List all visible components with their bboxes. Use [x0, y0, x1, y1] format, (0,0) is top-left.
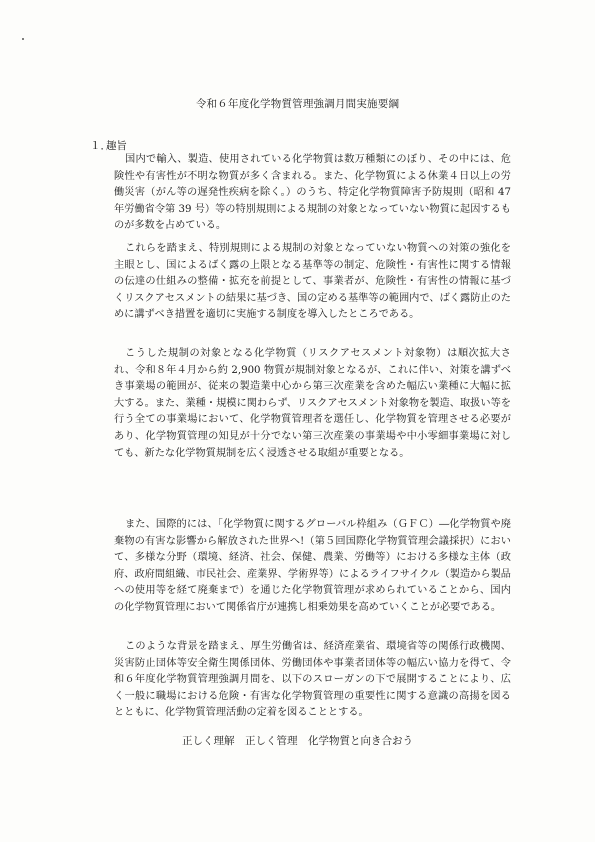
section-heading-text: 趣旨 — [106, 140, 127, 152]
document-title: 令和６年度化学物質管理強調月間実施要綱 — [195, 98, 400, 110]
section-number: １． — [90, 140, 111, 152]
paragraph-1: 国内で輸入、製造、使用されている化学物質は数万種類にのぼり、その中には、危険性や有害性が不明な物質が多く含まれる。また、化学物質による休業４日以上の労働災害（がん等の遅発性疾病を除く。）のうち、特定化学物質障害予防規則（昭和 47 年労働省令第 39 号）等の特別規則による規制の対象となっていない物質に起因するものが多数を占めている。 — [114, 154, 511, 232]
scan-speck — [22, 38, 24, 40]
paragraph-3: こうした規制の対象となる化学物質（リスクアセスメント対象物）は順次拡大され、令和８年４月から約 2,900 物質が規制対象となるが、これに伴い、対策を講ずべき事業場の範囲が、従来の製造業中心から第三次産業を含めた幅広い業種に大幅に拡大する。また、業種・規模に関わらず、リスクアセスメント対象物を製造、取扱い等を行う全ての事業場において、化学物質管理者を選任し、化学物質を管理させる必要があり、化学物質管理の知見が十分でない第三次産業の事業場や中小零細事業場に対しても、新たな化学物質規制を広く浸透させる取組が重要となる。 — [114, 348, 511, 459]
paragraph-4: また、国際的には、「化学物質に関するグローバル枠組み（ＧＦＣ）―化学物質や廃棄物の有害な影響から解放された世界へ!（第５回国際化学物質管理会議採択）において、多様な分野（環境、経済、社会、保健、農業、労働等）における多様な主体（政府、政府間組織、市民社会、産業界、学術界等）によるライフサイクル（製造から製品への使用等を経て廃棄まで）を通じた化学物質管理が求められていることから、国内の化学物質管理において関係省庁が連携し相乗効果を高めていくことが必要である。 — [114, 519, 511, 613]
slogan: 正しく理解 正しく管理 化学物質と向き合おう — [182, 735, 413, 747]
paragraph-2: これらを踏まえ、特別規則による規制の対象となっていない物質への対策の強化を主眼とし、国によるばく露の上限となる基準等の制定、危険性・有害性に関する情報の伝達の仕組みの整備・拡充を前提として、事業者が、危険性・有害性の情報に基づくリスクアセスメントの結果に基づき、国の定める基準等の範囲内で、ばく露防止のために講ずべき措置を適切に実施する制度を導入したところである。 — [114, 243, 511, 321]
section-heading — [90, 138, 127, 153]
paragraph-5: このような背景を踏まえ、厚生労働省は、経済産業省、環境省等の関係行政機関、災害防止団体等安全衛生関係団体、労働団体や事業者団体等の幅広い協力を得て、令和６年度化学物質管理強調月間を、以下のスローガンの下で展開することにより、広く一般に職場における危険・有害な化学物質管理の重要性に関する意識の高揚を図るとともに、化学物質管理活動の定着を図ることとする。 — [114, 641, 511, 719]
